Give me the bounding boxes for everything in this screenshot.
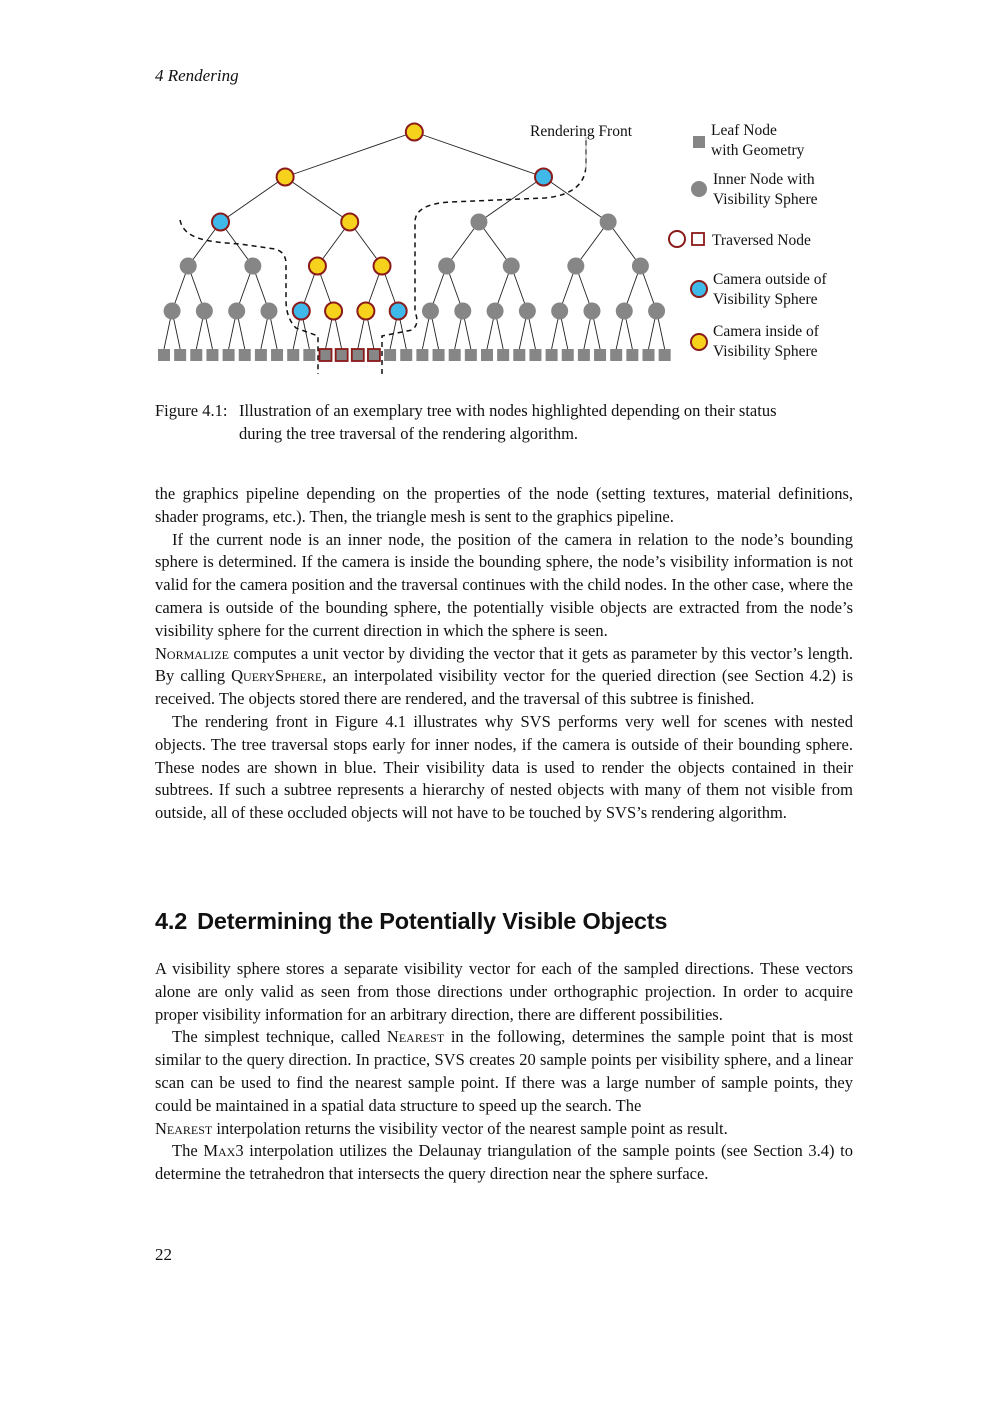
leaf-node — [223, 349, 235, 361]
figure-tree-illustration — [150, 112, 870, 384]
caption-text-1: Illustration of an exemplary tree with nodes highlighted depending on their status — [239, 401, 777, 420]
leaf-node-traversed — [336, 349, 348, 361]
legend-traversed-text: Traversed Node — [712, 232, 811, 249]
inner-node — [519, 303, 536, 320]
paragraph: The simplest technique, called Nearest in the following, determines the sample point that is most similar to the query direction. In practice, SVS creates 20 sample points per visibility sphere, and a linear scan can be used to find the nearest sample point. If there was a large number of sample points, they could be maintained in a spatial data structure to speed up the search. The Nearest interpolation returns the visibility vector of the nearest sample point as result. — [155, 1027, 854, 1138]
inner-node — [228, 303, 245, 320]
inner-node — [438, 258, 455, 275]
leaf-node — [659, 349, 671, 361]
leaf-node-traversed — [320, 349, 332, 361]
tree-diagram — [150, 112, 870, 384]
legend-camera-outside-text-2: Visibility Sphere — [713, 291, 818, 308]
legend — [669, 122, 827, 360]
legend-leaf-icon — [693, 136, 705, 148]
inner-node-camera-inside — [374, 258, 391, 275]
leaf-node — [384, 349, 396, 361]
inner-node — [454, 303, 471, 320]
inner-node — [632, 258, 649, 275]
section-title: Determining the Potentially Visible Objects — [197, 908, 668, 934]
inner-node — [616, 303, 633, 320]
inner-node-camera-outside — [293, 303, 310, 320]
legend-camera-inside-icon — [691, 334, 707, 350]
leaf-node — [481, 349, 493, 361]
body-text-upper — [155, 483, 853, 825]
inner-node-camera-outside — [390, 303, 407, 320]
tree-edge — [285, 177, 350, 222]
inner-node — [260, 303, 277, 320]
caption-text-2: during the tree traversal of the rendering algorithm. — [239, 424, 579, 443]
legend-traversed-square-icon — [692, 233, 704, 245]
inner-node — [487, 303, 504, 320]
inner-node — [551, 303, 568, 320]
inner-node — [503, 258, 520, 275]
legend-camera-outside-icon — [691, 281, 707, 297]
legend-inner-node-icon — [691, 181, 707, 197]
leaf-node — [643, 349, 655, 361]
leaf-node-traversed — [368, 349, 380, 361]
inner-node — [422, 303, 439, 320]
tree-edge — [544, 177, 609, 222]
page-number: 22 — [155, 1245, 172, 1264]
rendering-front-label: Rendering Front — [530, 123, 633, 140]
leaf-node — [206, 349, 218, 361]
paragraph: the graphics pipeline depending on the properties of the node (setting textures, material definitions, shader programs, etc.). Then, the triangle mesh is sent to the graphics pipeline. — [155, 484, 853, 526]
inner-node — [180, 258, 197, 275]
leaf-node — [158, 349, 170, 361]
inner-node-camera-inside — [325, 303, 342, 320]
paragraph: A visibility sphere stores a separate visibility vector for each of the sampled directions. These vectors alone are only valid as seen from those directions under orthographic projection. In order to acquire proper visibility information for an arbitrary direction, there are different possibilities. — [155, 959, 853, 1024]
section-heading — [155, 908, 667, 935]
figure-caption — [155, 399, 855, 445]
inner-node — [567, 258, 584, 275]
leaf-node — [255, 349, 267, 361]
leaf-node — [287, 349, 299, 361]
inner-node-camera-inside — [406, 124, 423, 141]
paragraph: The rendering front in Figure 4.1 illustrates why SVS performs very well for scenes with nested objects. The tree traversal stops early for inner nodes, if the camera is outside of their bounding sphere. These nodes are shown in blue. Their visibility data is used to render the objects contained in their subtrees. If such a subtree represents a hierarchy of nested objects with many of them not visible from outside, all of these occluded objects will not have to be touched by SVS’s rendering algorithm. — [155, 711, 853, 823]
leaf-node — [433, 349, 445, 361]
legend-leaf-text-2: with Geometry — [711, 142, 805, 159]
leaf-node — [529, 349, 541, 361]
rendering-front-line — [180, 137, 586, 374]
legend-camera-outside-text: Camera outside of — [713, 271, 827, 288]
leaf-node — [513, 349, 525, 361]
leaf-node-traversed — [352, 349, 364, 361]
inner-node — [244, 258, 261, 275]
leaf-node — [578, 349, 590, 361]
paragraph: The Max3 interpolation utilizes the Delaunay triangulation of the sample points (see Section 3.4) to determine the tetrahedron that intersects the query direction near the sphere surface. — [155, 1141, 854, 1184]
algorithm-name: Nearest — [386, 1027, 445, 1047]
leaf-node — [400, 349, 412, 361]
leaf-node — [416, 349, 428, 361]
leaf-node — [449, 349, 461, 361]
legend-camera-inside-text: Camera inside of — [713, 323, 819, 340]
inner-node — [470, 214, 487, 231]
tree-edge — [221, 177, 286, 222]
leaf-node — [626, 349, 638, 361]
tree-edge — [414, 132, 543, 177]
inner-node — [648, 303, 665, 320]
legend-inner-text-2: Visibility Sphere — [713, 191, 818, 208]
paragraph: If the current node is an inner node, the position of the camera in relation to the node’s bounding sphere is determined. If the camera is inside the bounding sphere, the node’s visibility information is not valid for the camera position and the traversal continues with the child nodes. In the other case, where the camera is outside of the bounding sphere, the potentially visible objects are extracted from the node’s visibility sphere for the current direction in which the sphere is seen. Normalize computes a unit vector by dividing the vector that it gets as parameter by this vector’s length. By calling QuerySphere, an interpolated visibility vector for the queried direction (see Section 4.2) is received. The objects stored there are rendered, and the traversal of this subtree is finished. — [155, 529, 854, 709]
caption-label: Figure 4.1: — [155, 401, 228, 420]
legend-inner-text: Inner Node with — [713, 171, 815, 188]
inner-node-camera-inside — [357, 303, 374, 320]
inner-node-camera-outside — [535, 169, 552, 186]
inner-node — [196, 303, 213, 320]
algorithm-name: Normalize — [155, 643, 229, 663]
algorithm-name: QuerySphere — [231, 666, 323, 686]
body-text-lower — [155, 958, 853, 1186]
algorithm-name: Nearest — [155, 1118, 213, 1138]
leaf-node — [594, 349, 606, 361]
tree-edge — [479, 177, 544, 222]
algorithm-name: Max3 — [203, 1141, 244, 1161]
leaf-node — [271, 349, 283, 361]
leaf-node — [562, 349, 574, 361]
leaf-node — [303, 349, 315, 361]
inner-node-camera-outside — [212, 214, 229, 231]
inner-node — [164, 303, 181, 320]
leaf-node — [546, 349, 558, 361]
legend-traversed-circle-icon — [669, 231, 685, 247]
inner-node-camera-inside — [341, 214, 358, 231]
legend-camera-inside-text-2: Visibility Sphere — [713, 343, 818, 360]
leaf-node — [190, 349, 202, 361]
leaf-node — [174, 349, 186, 361]
inner-node-camera-inside — [277, 169, 294, 186]
legend-leaf-text: Leaf Node — [711, 122, 777, 139]
running-header: 4 Rendering — [155, 66, 239, 85]
inner-node — [600, 214, 617, 231]
inner-node-camera-inside — [309, 258, 326, 275]
leaf-node — [465, 349, 477, 361]
leaf-node — [239, 349, 251, 361]
tree-edge — [285, 132, 414, 177]
leaf-node — [497, 349, 509, 361]
leaf-node — [610, 349, 622, 361]
inner-node — [583, 303, 600, 320]
section-number: 4.2 — [155, 908, 188, 934]
